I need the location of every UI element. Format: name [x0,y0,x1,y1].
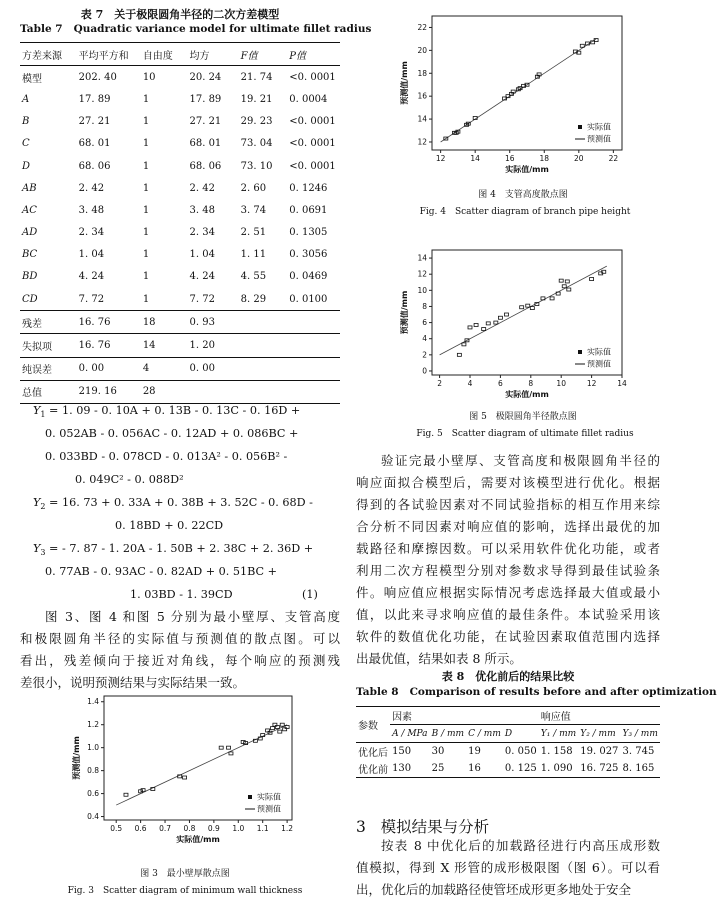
table7-row-cell: 0. 0691 [289,204,328,216]
table8-cell: 150 [392,746,412,757]
table7-row-cell: 失拟项 [20,334,77,357]
y-tick-label: 0.8 [87,766,99,776]
paragraph-line: 差很小，说明预测结果与实际结果一致。 [20,675,246,690]
paragraph-line: 验证完最小壁厚、支管高度和极限圆角半径的 [381,453,660,468]
table7-row-cell: 模型 [22,73,42,85]
table7-row-cell: 4. 24 [78,271,105,283]
y-tick-label: 12 [417,269,427,279]
table7-row-cell: 1 [142,160,150,172]
table7-header-row-cell: 方差来源 [20,43,77,66]
x-tick-label: 4 [467,379,473,388]
table7-row-cell: AC [22,204,37,216]
table7-row-cell: A [22,93,30,105]
legend-marker-actual [578,350,582,354]
table8-subheader: Y₃ / mm [622,728,658,739]
table7-row-cell: 2. 42 [189,182,215,194]
table8-response-header: 响应值 [539,707,660,725]
x-tick-label: 0.6 [134,824,147,833]
table7-header-row [20,43,340,66]
table7-row-cell: 3. 48 [189,204,215,216]
table8-subheader: Y₂ / mm [580,728,616,739]
section-3-paragraph [356,835,660,901]
paragraph-line: 响应面拟合模型后，需要对该模型进行优化。根据 [356,475,660,490]
table7-row [20,111,340,133]
table7-row-cell: 19. 21 [240,93,273,105]
table7-row-cell: 1 [142,182,150,194]
table7-row-cell: 1. 04 [189,249,215,261]
eq-y3-line1: - 7. 87 - 1. 20A - 1. 50B + 2. 38C + 2. 36D + [61,542,314,555]
y-tick-label: 0.6 [87,789,99,799]
table7-row-cell: 1. 11 [240,249,267,261]
x-tick-label: 0.8 [183,824,196,833]
x-tick-label: 1.1 [256,824,269,833]
fig4-caption-cn: 图 4 支管高度散点图 [478,190,568,200]
y-tick-label: 6 [422,318,427,328]
table8-row [356,760,660,778]
eq-y1-l3: 0. 033BD - 0. 078CD - 0. 013A² - 0. 056B² - [45,450,288,463]
table7-row-cell: 17. 89 [189,93,222,105]
table7-row-cell: 20. 24 [189,71,222,83]
table7-row-cell: 16. 76 [77,311,141,334]
eq-y3-l1: $Y_3$ = - 7. 87 - 1. 20A - 1. 50B + 2. 38C + 2. 36D + [33,542,314,558]
table7-row-cell: 1 [142,249,150,261]
table7-row [20,357,340,380]
table8-cell: 1. 158 [540,746,573,757]
x-tick-label: 12 [586,379,597,388]
y-tick-label: 0.4 [87,812,99,822]
table7-row [20,66,340,89]
data-point [550,297,554,300]
table7-row-cell: 27. 21 [189,116,222,128]
table8-cell: 130 [392,763,412,774]
table7-row-cell: <0. 0001 [289,116,336,128]
table7-row-cell: 0. 3056 [289,249,328,261]
paragraph-line: 载路径和摩擦因数。可以采用软件优化功能，或者 [356,541,660,556]
paragraph-line: 利用二次方程模型分别对参数求导得到最佳试验条 [356,563,660,578]
table7-row-cell: CD [22,293,38,305]
data-point [565,280,569,283]
table7-row-cell: C [22,138,30,150]
legend-label-predicted: 预测值 [587,134,611,144]
data-point [559,279,563,282]
y-tick-label: 4 [422,334,427,344]
table7-row-cell: 1 [142,227,150,239]
table7-row [20,288,340,311]
table8-cell: 16. 725 [580,763,619,774]
data-point [494,321,498,324]
y-axis-label: 预测值/mm [400,61,409,105]
data-point [530,307,534,310]
data-point [457,353,461,356]
table7-row-cell: 29. 23 [240,116,273,128]
table7-row-cell: <0. 0001 [289,160,336,172]
table7-row-cell: 0. 1305 [289,227,328,239]
table8-subheader: A / MPa [392,728,428,739]
y-tick-label: 10 [417,285,427,295]
data-point [526,304,530,307]
y-axis-label: 预测值/mm [72,736,81,780]
y-tick-label: 16 [417,91,427,101]
eq-y3-l2: 0. 77AB - 0. 93AC - 0. 82AD + 0. 51BC + [45,565,278,578]
fig3-caption-cn: 图 3 最小壁厚散点图 [140,869,230,879]
table7-row-cell: D [22,160,31,172]
data-point [520,306,524,309]
table7-row-cell [287,357,340,380]
table7-row-cell: BC [22,249,38,261]
y-tick-label: 18 [417,68,427,78]
x-axis-label: 实际值/mm [176,835,220,844]
figure-4 [398,12,630,174]
right-paragraph [356,450,660,670]
y-tick-label: 8 [422,301,427,311]
table8-cell: 1. 090 [540,763,573,774]
table8-cell: 19. 027 [580,746,619,757]
y-axis-label: 预测值/mm [400,290,409,335]
y-tick-label: 1.2 [87,720,99,730]
paragraph-line: 得到的各试验因素对不同试验指标的相互作用来综 [356,497,660,512]
data-point [486,322,490,325]
data-point [468,326,472,329]
paragraph-line: 软件的数值优化功能，在试验因素取值范围内选择 [356,629,660,644]
table8-caption-cn: 表 8 优化前后的结果比较 [441,670,575,683]
table7-row-cell [239,311,288,334]
eq-y2-l2: 0. 18BD + 0. 22CD [115,519,224,532]
y-tick-label: 14 [417,114,427,124]
table7-row-cell: 4 [141,357,188,380]
table8-caption-en [356,686,717,698]
table7-row-cell [287,380,340,403]
y-tick-label: 2 [422,350,427,360]
figure-3 [70,692,300,844]
table7-row-cell [239,357,288,380]
table7-row-cell: 68. 06 [78,160,111,172]
table7-header-row-cell: 均方 [187,43,238,66]
table7-row-cell: 0. 00 [77,357,141,380]
x-tick-label: 16 [504,154,515,163]
table7-row [20,334,340,357]
table7-row-cell: <0. 0001 [289,71,336,83]
x-tick-label: 6 [498,379,503,388]
legend-label-predicted: 预测值 [257,804,281,814]
table7-row-cell: 219. 16 [77,380,141,403]
paragraph-line: 和极限圆角半径的实际值与预测值的散点图。可以 [20,631,340,646]
table7-row-cell: 3. 48 [78,204,105,216]
table7-row-cell: B [22,116,30,128]
y-tick-label: 1.4 [87,697,99,707]
table7-row-cell: 18 [141,311,188,334]
table7-row-cell: 1 [142,293,150,305]
table7-caption-en [20,23,372,35]
x-tick-label: 18 [539,154,550,163]
paragraph-line: 图 3、图 4 和图 5 分别为最小壁厚、支管高度 [45,609,340,624]
table7-row-cell [239,334,288,357]
table7-row-cell: AB [22,182,37,194]
table7-row [20,380,340,403]
table7-row-cell: 3. 74 [240,204,267,216]
legend-label-predicted: 预测值 [587,359,611,369]
table7-label: Table 7 [20,23,63,35]
left-paragraph [20,606,340,694]
fig4-caption-en: Fig. 4 Scatter diagram of branch pipe height [419,207,631,217]
table7-row [20,177,340,199]
table7-row [20,244,340,266]
x-tick-label: 22 [608,154,619,163]
table8-param-header: 参数 [358,721,378,732]
legend-label-actual: 实际值 [257,792,281,802]
table8 [356,706,660,778]
table7-caption-cn: 表 7 关于极限圆角半径的二次方差模型 [80,8,280,21]
table7-row-cell: 28 [141,380,188,403]
eq-number: (1) [302,588,318,601]
table8-cell: 8. 165 [622,763,655,774]
table8-subheader: Y₁ / mm [540,728,577,739]
table7-row-cell: 总值 [20,380,77,403]
table8-cell: 30 [431,746,445,757]
paragraph-line: 合分析不同因素对响应值的影响，选择出最优的加 [356,519,660,534]
data-point [280,723,284,726]
table7-header-row-cell: 自由度 [141,43,188,66]
legend-marker-actual [248,795,252,799]
paragraph-line: 出，优化后的加载路径使管坯成形更多地处于安全 [356,882,632,897]
table7-row-cell: 2. 34 [189,227,215,239]
table8-cell: 16 [468,763,481,774]
table7-title: Quadratic variance model for ultimate fillet radius [73,23,372,35]
table7-row [20,155,340,177]
table7-row-cell: 0. 0469 [289,271,328,283]
table7-row-cell: AD [22,227,38,239]
data-point [227,746,231,749]
data-point [278,730,282,733]
table8-subheader-row [356,725,660,743]
table8-cell: 19 [468,746,481,757]
eq-y3-l3: 1. 03BD - 1. 39CD [130,588,233,601]
legend-label-actual: 实际值 [587,122,611,132]
table7-row-cell: 1 [142,204,150,216]
x-tick-label: 14 [470,154,480,163]
data-point [183,776,187,779]
table7 [20,42,340,404]
x-tick-label: 0.5 [110,824,123,833]
table7-row-cell: 17. 89 [78,93,111,105]
table8-cell: 优化后 [358,748,388,759]
table7-row-cell: 2. 51 [240,227,267,239]
table7-row-cell: 2. 34 [78,227,105,239]
table7-row [20,222,340,244]
data-point [462,343,466,346]
table8-body [356,743,660,778]
table8-subheader: B / mm [431,728,465,739]
table7-row-cell: 0. 0004 [289,93,328,105]
table7-row-cell: 7. 72 [78,293,105,305]
legend-label-actual: 实际值 [587,347,611,357]
data-point [474,324,478,327]
data-point [219,746,223,749]
table7-row-cell: 16. 76 [77,334,141,357]
table7-row-cell [287,334,340,357]
table8-label: Table 8 [356,686,399,698]
table7-row-cell: 1 [142,116,150,128]
table7-row [20,133,340,155]
x-tick-label: 1.0 [232,824,245,833]
table7-row-cell: 0. 1246 [289,182,328,194]
table8-group-row [356,707,660,725]
legend-marker-actual [578,125,582,129]
table7-row-cell: 0. 93 [187,311,238,334]
table7-row-cell [187,380,238,403]
table7-header-row-cell: 平均平方和 [77,43,141,66]
table7-row-cell: 4. 24 [189,271,215,283]
eq-y2-line1: 16. 73 + 0. 33A + 0. 38B + 3. 52C - 0. 68D - [61,496,313,509]
table7-row [20,199,340,221]
table7-row-cell: 10 [142,71,156,83]
table7-row-cell [239,380,288,403]
x-tick-label: 1.2 [281,824,294,833]
x-axis-label: 实际值/mm [505,390,549,399]
table7-row-cell: 0. 0100 [289,293,328,305]
data-point [229,752,233,755]
paragraph-line: 看出，残差倾向于接近对角线，每个响应的预测残 [20,653,340,668]
table7-row-cell: 1 [142,93,150,105]
y-tick-label: 22 [417,22,427,32]
table7-row-cell: 2. 60 [240,182,267,194]
paragraph-line: 件。响应值应根据实际情况考虑选择最大值或最小 [356,585,660,600]
y-tick-label: 20 [417,45,427,55]
x-tick-label: 0.7 [159,824,172,833]
x-tick-label: 12 [435,154,446,163]
fig5-caption-en: Fig. 5 Scatter diagram of ultimate fillet radius [416,429,634,439]
table7-row [20,311,340,334]
data-point [562,285,566,288]
table8-factor-header: 因素 [390,707,539,725]
table8-wrap [356,706,660,778]
x-tick-label: 14 [617,379,627,388]
data-point [567,288,571,291]
table8-row [356,743,660,761]
table7-row-cell: 68. 01 [78,138,111,150]
table7-body [20,43,340,404]
table7-row-cell: 27. 21 [78,116,111,128]
x-tick-label: 20 [574,154,584,163]
y-tick-label: 14 [417,253,427,263]
table7-row-cell: 7. 72 [189,293,215,305]
table7-row-cell: 68. 06 [189,160,222,172]
table7-row-cell: 1 [142,271,150,283]
paragraph-line: 值，以此来寻求响应值的最佳条件。本试验采用该 [356,607,660,622]
table7-header-row-cell: P值 [287,43,340,66]
y-tick-label: 1.0 [87,743,99,753]
fig3-caption-en: Fig. 3 Scatter diagram of minimum wall thickness [67,886,303,896]
data-point [270,727,274,730]
table7-row [20,266,340,288]
table7-row-cell: 14 [141,334,188,357]
table7-row-cell: 0. 00 [187,357,238,380]
table8-title: Comparison of results before and after optimization [409,686,717,698]
x-tick-label: 10 [556,379,566,388]
paragraph-line: 出最优值，结果如表 8 所示。 [356,651,522,666]
y-tick-label: 0 [422,366,427,376]
table7-row-cell: 68. 01 [189,138,222,150]
section-3-title: 模拟结果与分析 [380,818,490,836]
table7-row-cell: 73. 10 [240,160,273,172]
eq-y2-l1: $Y_2 = 16$. 73 + 0. 33A + 0. 38B + 3. 52C - 0. 68D - [33,496,313,512]
table8-subheader: C / mm [468,728,501,739]
eq-y1-line1: 1. 09 - 0. 10A + 0. 13B - 0. 13C - 0. 16D + [61,404,301,417]
data-point [124,793,128,796]
table7-row-cell: 纯误差 [20,357,77,380]
figure-4-chart [398,12,630,174]
eq-y1-l1: $Y_1 = 1$. 09 - 0. 10A + 0. 13B - 0. 13C - 0. 16D + [33,404,301,420]
table7-row-cell [287,311,340,334]
table8-cell: 0. 050 [504,746,537,757]
table8-cell: 0. 125 [504,763,537,774]
table7-row-cell: 2. 42 [78,182,105,194]
table7-row-cell: 4. 55 [240,271,267,283]
figure-5 [398,246,630,399]
table7-row [20,88,340,110]
figure-5-chart [398,246,630,399]
section-3-number: 3 [356,818,366,836]
table8-subheader: D [504,728,513,739]
y-tick-label: 12 [417,137,427,147]
table7-row-cell: 残差 [20,311,77,334]
data-point [504,313,508,316]
x-tick-label: 2 [437,379,442,388]
data-point [482,328,486,331]
table7-row-cell: 1. 20 [187,334,238,357]
x-tick-label: 8 [528,379,534,388]
table7-row-cell: BD [22,271,38,283]
table7-row-cell: <0. 0001 [289,138,336,150]
paragraph-line: 按表 8 中优化后的加载路径进行内高压成形数 [381,838,660,853]
table8-cell: 3. 745 [622,746,655,757]
table7-row-cell: 21. 74 [240,71,273,83]
data-point [590,278,594,281]
table7-header-row-cell: F值 [239,43,288,66]
table8-cell: 25 [431,763,445,774]
table7-row-cell: 1 [142,138,150,150]
figure-3-chart [70,692,300,844]
table7-row-cell: 1. 04 [78,249,105,261]
paragraph-line: 值模拟，得到 X 形管的成形极限图（图 6）。可以看 [356,860,660,875]
eq-y1-l4: 0. 049C² - 0. 088D² [75,473,184,486]
data-point [498,316,502,319]
table7-row-cell: 8. 29 [240,293,267,305]
section-3-heading [356,815,489,837]
table7-row-cell: 73. 04 [240,138,273,150]
table7-row-cell: 202. 40 [78,71,117,83]
equation-block [20,404,340,594]
x-axis-label: 实际值/mm [505,165,549,174]
fig5-caption-cn: 图 5 极限圆角半径散点图 [469,412,577,422]
table8-cell: 优化前 [358,765,388,776]
x-tick-label: 0.9 [207,824,220,833]
eq-y1-l2: 0. 052AB - 0. 056AC - 0. 12AD + 0. 086BC + [45,427,299,440]
